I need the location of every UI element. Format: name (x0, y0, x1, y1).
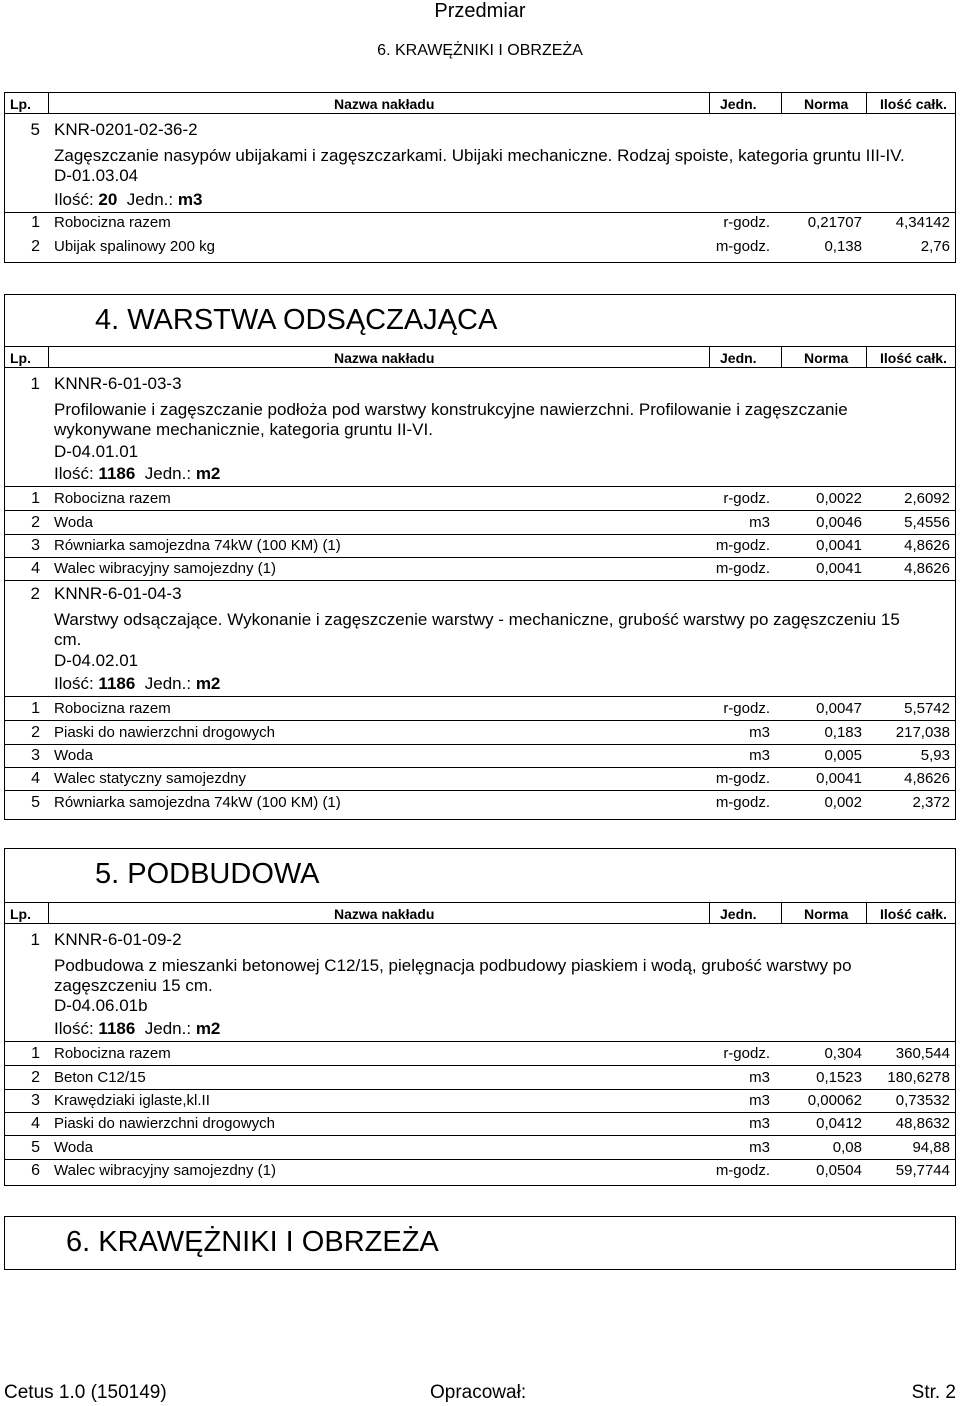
section-title: 4. WARSTWA ODSĄCZAJĄCA (95, 304, 498, 336)
col-norm: Norma (804, 96, 849, 112)
position-description-cont: cm. (54, 630, 82, 649)
col-lp: Lp. (10, 96, 31, 112)
position-description: Warstwy odsączające. Wykonanie i zagęszczenie warstwy - mechaniczne, grubość warstwy po zagęszczeniu 15 (54, 610, 900, 629)
footer-program: Cetus 1.0 (150149) (4, 1382, 167, 1403)
footer-author-label: Opracował: (430, 1382, 527, 1403)
position-lp: 1 (30, 930, 40, 949)
position-spec: D-04.01.01 (54, 442, 139, 461)
position-quantity: Ilość: 1186 Jedn.: m2 (54, 1019, 221, 1038)
section-title: 6. KRAWĘŻNIKI I OBRZEŻA (66, 1226, 439, 1258)
position-description-cont: wykonywane mechanicznie, kategoria gruntu II-VI. (54, 420, 433, 439)
section-title: 5. PODBUDOWA (95, 858, 320, 890)
position-lp: 1 (30, 374, 40, 393)
position-lp: 2 (30, 584, 40, 603)
position-code: KNR-0201-02-36-2 (54, 120, 198, 139)
position-description-cont: zagęszczeniu 15 cm. (54, 976, 213, 995)
position-spec: D-04.02.01 (54, 651, 139, 670)
col-total: Ilość całk. (880, 96, 947, 112)
position-description: Profilowanie i zagęszczanie podłoża pod warstwy konstrukcyjne nawierzchni. Profilowanie i zagęszczanie (54, 400, 848, 419)
position-spec: D-01.03.04 (54, 166, 139, 185)
position-quantity: Ilość: 20 Jedn.: m3 (54, 190, 203, 209)
position-lp: 5 (30, 120, 40, 139)
column-header (4, 92, 956, 114)
position-spec: D-04.06.01b (54, 996, 148, 1015)
page-subtitle: 6. KRAWĘŻNIKI I OBRZEŻA (377, 42, 583, 59)
position-quantity: Ilość: 1186 Jedn.: m2 (54, 464, 221, 483)
column-header: Lp. Nazwa nakładu Jedn. Norma Ilość całk. (4, 902, 956, 924)
col-name: Nazwa nakładu (334, 96, 435, 112)
position-description: Zagęszczanie nasypów ubijakami i zagęszczarkami. Ubijaki mechaniczne. Rodzaj spoiste, kategoria gruntu III-IV. (54, 146, 905, 165)
footer-page-number: Str. 2 (911, 1382, 956, 1403)
position-code: KNNR-6-01-04-3 (54, 584, 182, 603)
position-quantity: Ilość: 1186 Jedn.: m2 (54, 674, 221, 693)
column-header: Lp. Nazwa nakładu Jedn. Norma Ilość całk. (4, 346, 956, 368)
position-description: Podbudowa z mieszanki betonowej C12/15, pielęgnacja podbudowy piaskiem i wodą, grubość warstwy po (54, 956, 852, 975)
position-code: KNNR-6-01-09-2 (54, 930, 182, 949)
page-title: Przedmiar (434, 0, 526, 22)
col-unit: Jedn. (720, 96, 757, 112)
position-code: KNNR-6-01-03-3 (54, 374, 182, 393)
